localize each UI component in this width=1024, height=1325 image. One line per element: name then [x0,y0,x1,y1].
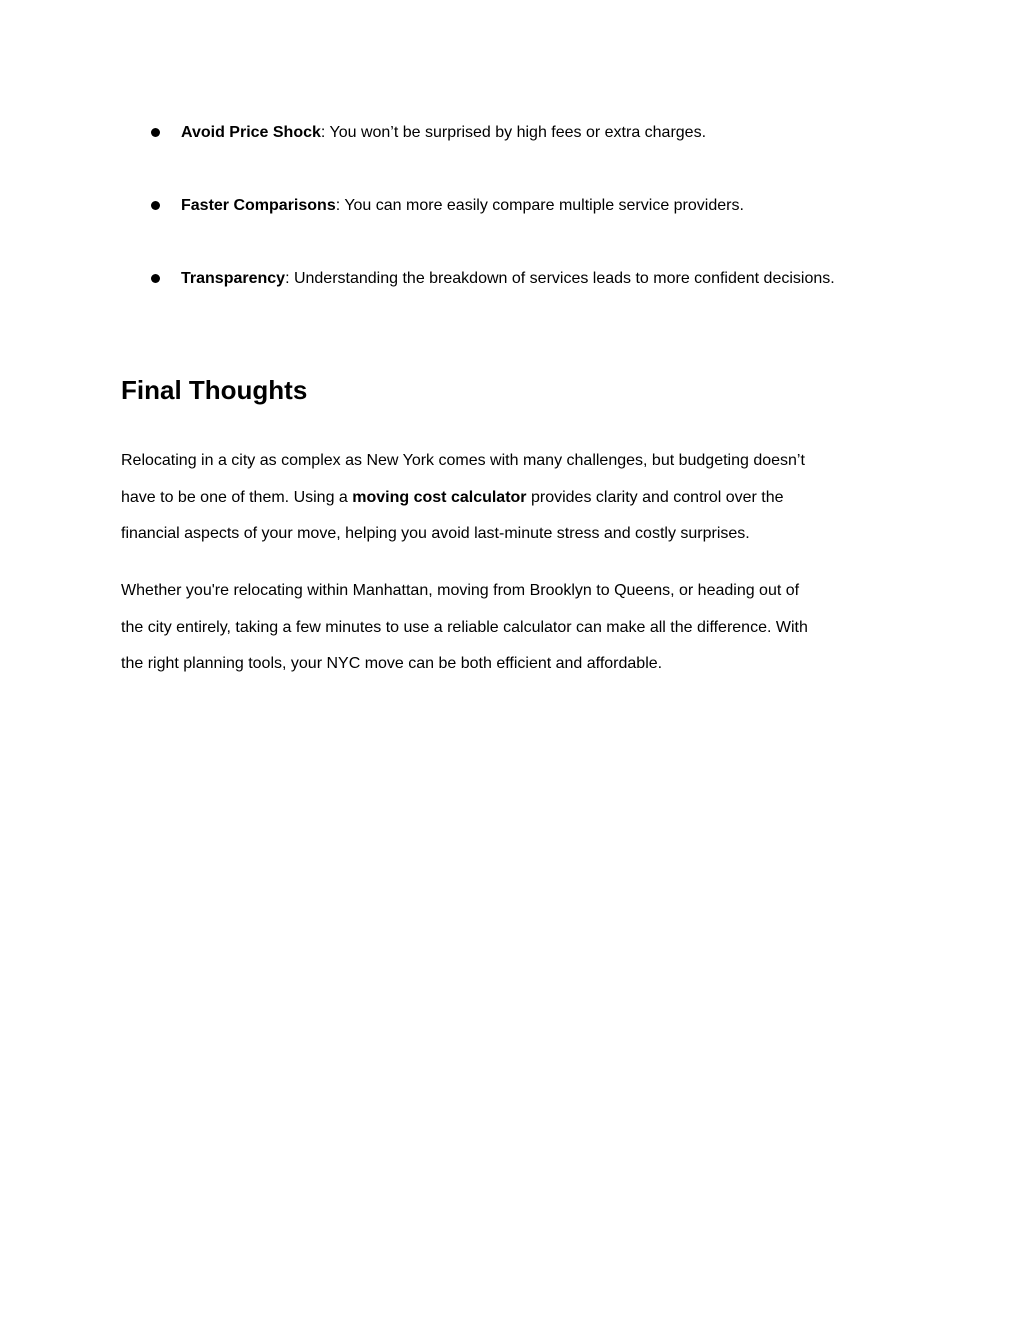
bullet-text: : You can more easily compare multiple service providers. [335,197,744,214]
bullet-icon [151,274,160,283]
bullet-text: : Understanding the breakdown of services leads to more confident decisions. [285,270,835,287]
bullet-icon [151,201,160,210]
bullet-term: Transparency [181,270,286,287]
bullet-text: : You won’t be surprised by high fees or extra charges. [320,124,707,141]
paragraph-whether [121,573,901,683]
section-heading: Final Thoughts [121,375,308,405]
line-text: have to be one of them. Using a [121,488,353,506]
paragraph-line: the right planning tools, your NYC move can be both efficient and affordable. [121,655,663,672]
emphasis-text: moving cost calculator [352,488,527,506]
bullet-icon [151,128,160,137]
list-item [121,191,911,220]
line-text: provides clarity and control over the [526,488,784,506]
bullet-term: Faster Comparisons [181,197,336,214]
paragraph-line: the city entirely, taking a few minutes to use a reliable calculator can make all the difference. With [121,618,808,636]
bullet-term: Avoid Price Shock [181,124,321,141]
list-item [121,264,911,293]
paragraph-relocating [121,443,901,553]
list-item [121,118,911,147]
paragraph-line: Relocating in a city as complex as New York comes with many challenges, but budgeting doesn’t [121,452,805,469]
paragraph-line [121,480,901,517]
paragraph-line: Whether you're relocating within Manhattan, moving from Brooklyn to Queens, or heading out of [121,582,800,599]
benefits-list [121,118,911,337]
paragraph-line: financial aspects of your move, helping you avoid last-minute stress and costly surprises. [121,525,750,542]
